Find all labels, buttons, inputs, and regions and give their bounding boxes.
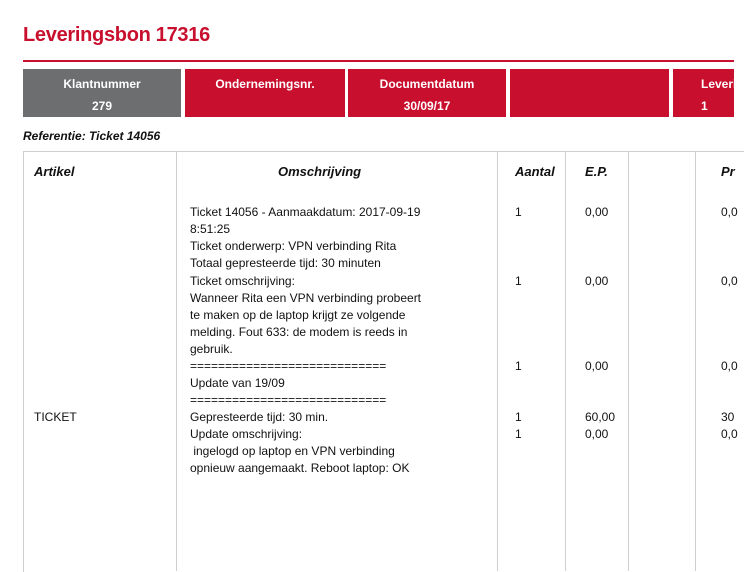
document-title: Leveringsbon 17316 [23, 24, 210, 46]
row-description [190, 204, 420, 272]
row-aantal: 1 [515, 410, 522, 424]
description-line: te maken op de laptop krijgt ze volgende [190, 308, 406, 322]
column-header-artikel: Artikel [34, 164, 75, 179]
row-prijs: 0,0 [721, 359, 738, 373]
row-prijs: 30 [721, 410, 735, 424]
documentdatum-value: 30/09/17 [403, 99, 451, 113]
column-header-ep: E.P. [585, 164, 608, 179]
row-ep: 0,00 [585, 274, 609, 288]
header-box-ondernemingsnr [185, 69, 345, 117]
row-description [190, 409, 328, 426]
description-line: Ticket onderwerp: VPN verbinding Rita [190, 239, 397, 253]
description-line: melding. Fout 633: de modem is reeds in [190, 325, 408, 339]
column-divider [176, 151, 177, 571]
description-line: ingelogd op laptop en VPN verbinding [190, 444, 395, 458]
header-box-documentdatum [348, 69, 506, 117]
ondernemingsnr-label: Ondernemingsnr. [215, 77, 315, 91]
levering-label: Leveri [701, 77, 737, 91]
header-box-levering [673, 69, 737, 117]
row-prijs: 0,0 [721, 205, 738, 219]
description-line: Update van 19/09 [190, 376, 285, 390]
row-aantal: 1 [515, 427, 522, 441]
levering-value: 1 [701, 99, 708, 113]
description-line: opnieuw aangemaakt. Reboot laptop: OK [190, 461, 410, 475]
row-ep: 60,00 [585, 410, 616, 424]
column-divider [628, 151, 629, 571]
row-aantal: 1 [515, 205, 522, 219]
column-header-omschrijving: Omschrijving [278, 164, 362, 179]
column-divider [695, 151, 696, 571]
header-box-blank [510, 69, 669, 117]
column-divider [497, 151, 498, 571]
description-line: Update omschrijving: [190, 427, 303, 441]
row-artikel: TICKET [34, 410, 77, 424]
description-line: 8:51:25 [190, 222, 231, 236]
column-header-aantal: Aantal [515, 164, 555, 179]
header-box-klantnummer [23, 69, 181, 117]
description-line: Gepresteerde tijd: 30 min. [190, 410, 329, 424]
title-divider [23, 60, 734, 62]
row-description [190, 426, 409, 477]
description-line: Totaal gepresteerde tijd: 30 minuten [190, 256, 381, 270]
klantnummer-value: 279 [91, 99, 113, 113]
row-aantal: 1 [515, 359, 522, 373]
documentdatum-label: Documentdatum [379, 77, 475, 91]
row-description [190, 358, 386, 409]
row-description [190, 273, 421, 358]
row-prijs: 0,0 [721, 274, 738, 288]
row-ep: 0,00 [585, 427, 609, 441]
description-line: ============================ [190, 393, 387, 407]
row-prijs: 0,0 [721, 427, 738, 441]
row-ep: 0,00 [585, 359, 609, 373]
klantnummer-label: Klantnummer [63, 77, 141, 91]
row-aantal: 1 [515, 274, 522, 288]
description-line: Wanneer Rita een VPN verbinding probeert [190, 291, 422, 305]
column-header-prijs: Pr [721, 164, 735, 179]
description-line: gebruik. [190, 342, 233, 356]
description-line: Ticket 14056 - Aanmaakdatum: 2017-09-19 [190, 205, 421, 219]
column-divider [565, 151, 566, 571]
reference-line: Referentie: Ticket 14056 [23, 129, 161, 143]
description-line: ============================ [190, 359, 387, 373]
row-ep: 0,00 [585, 205, 609, 219]
description-line: Ticket omschrijving: [190, 274, 295, 288]
